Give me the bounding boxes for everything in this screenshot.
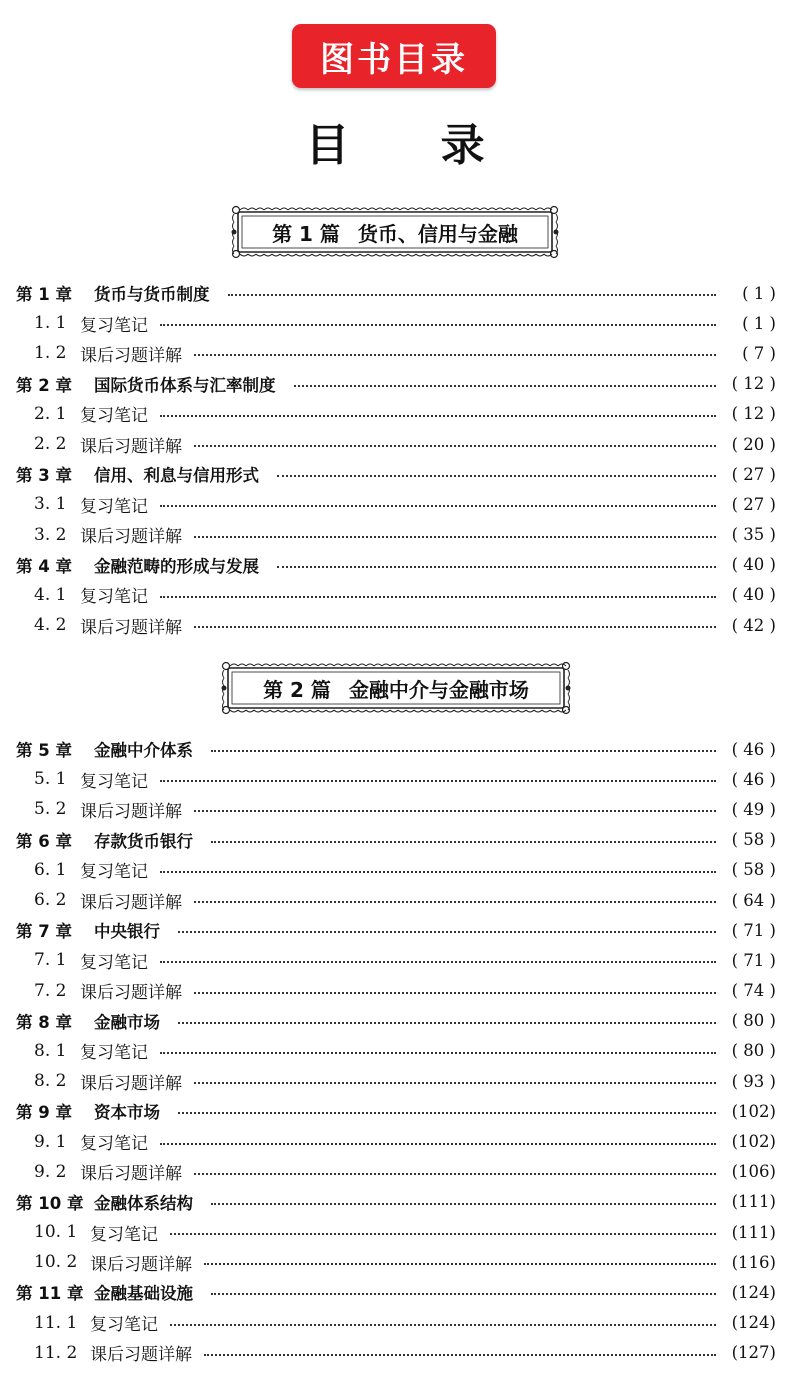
- toc-section-row[interactable]: [16, 976, 776, 1006]
- page-number: ( 20 ): [731, 434, 776, 454]
- toc-section-row[interactable]: [16, 1157, 776, 1187]
- entry-number: 1. 2: [34, 343, 67, 364]
- page-number: ( 49 ): [731, 799, 776, 819]
- page-number: (127): [731, 1343, 776, 1363]
- entry-number: 7. 2: [34, 980, 67, 1001]
- dot-leader: [277, 475, 716, 477]
- page-number: ( 80 ): [731, 1011, 776, 1031]
- page-number: ( 64 ): [731, 890, 776, 910]
- entry-title: 复习笔记: [80, 771, 148, 792]
- part-title: 货币、信用与金融: [357, 221, 518, 246]
- entry-number: 第 11 章: [16, 1284, 84, 1304]
- toc-section-row[interactable]: [16, 764, 776, 794]
- toc-section-row[interactable]: [16, 1126, 776, 1156]
- entry-title: 复习笔记: [80, 406, 148, 427]
- entry-title: 课后习题详解: [80, 892, 182, 913]
- entry-number: 5. 2: [34, 799, 67, 820]
- entry-title: 金融中介体系: [94, 741, 193, 761]
- entry-number: 4. 1: [34, 584, 67, 605]
- part-number: 第 1 篇: [272, 221, 340, 246]
- entry-number: 1. 1: [34, 313, 67, 334]
- page-number: ( 71 ): [731, 950, 776, 970]
- page-number: (102): [731, 1101, 776, 1121]
- toc-section-row[interactable]: [16, 855, 776, 885]
- toc-chapter-row[interactable]: [16, 915, 776, 945]
- entry-title: 复习笔记: [80, 315, 148, 336]
- part-heading: [230, 204, 560, 260]
- page-number: ( 35 ): [731, 525, 776, 545]
- dot-leader: [178, 1022, 716, 1024]
- toc-section-row[interactable]: [16, 1217, 776, 1247]
- dot-leader: [160, 780, 716, 782]
- entry-number: 第 8 章: [16, 1012, 72, 1032]
- toc-section-row[interactable]: [16, 308, 776, 338]
- entry-title: 课后习题详解: [80, 345, 182, 366]
- dot-leader: [160, 324, 716, 326]
- page-number: (111): [731, 1222, 776, 1242]
- page-number: ( 7 ): [742, 343, 776, 363]
- dot-leader: [160, 961, 716, 963]
- page-number: ( 74 ): [731, 981, 776, 1001]
- entry-title: 课后习题详解: [90, 1254, 192, 1275]
- entry-number: 3. 1: [34, 494, 67, 515]
- part-heading: [220, 660, 572, 716]
- entry-title: 复习笔记: [80, 862, 148, 883]
- toc-chapter-row[interactable]: [16, 369, 776, 399]
- dot-leader: [194, 536, 716, 538]
- toc-chapter-row[interactable]: [16, 278, 776, 308]
- toc-section-row[interactable]: [16, 1308, 776, 1338]
- page-number: ( 46 ): [731, 739, 776, 759]
- page-title: 目 录: [305, 120, 523, 171]
- toc-section-row[interactable]: [16, 794, 776, 824]
- dot-leader: [160, 415, 716, 417]
- page-number: ( 40 ): [731, 585, 776, 605]
- toc-section-row[interactable]: [16, 489, 776, 519]
- entry-title: 复习笔记: [80, 496, 148, 517]
- dot-leader: [277, 566, 716, 568]
- dot-leader: [160, 1052, 716, 1054]
- dot-leader: [211, 1203, 716, 1205]
- entry-title: 复习笔记: [90, 1315, 158, 1336]
- toc-chapter-row[interactable]: [16, 1096, 776, 1126]
- page-number: ( 40 ): [731, 555, 776, 575]
- page-number: ( 46 ): [731, 769, 776, 789]
- toc-section-row[interactable]: [16, 338, 776, 368]
- page-number: ( 12 ): [731, 404, 776, 424]
- toc-chapter-row[interactable]: [16, 825, 776, 855]
- entry-title: 课后习题详解: [80, 801, 182, 822]
- toc-section-row[interactable]: [16, 1036, 776, 1066]
- entry-number: 9. 2: [34, 1161, 67, 1182]
- entry-title: 课后习题详解: [80, 436, 182, 457]
- toc-chapter-row[interactable]: [16, 1006, 776, 1036]
- toc-section-row[interactable]: [16, 945, 776, 975]
- entry-title: 课后习题详解: [80, 1073, 182, 1094]
- entry-number: 第 3 章: [16, 466, 72, 486]
- page-number: ( 93 ): [731, 1071, 776, 1091]
- entry-number: 第 7 章: [16, 922, 72, 942]
- dot-leader: [211, 750, 716, 752]
- entry-title: 课后习题详解: [80, 983, 182, 1004]
- entry-number: 第 4 章: [16, 556, 72, 576]
- page-number: ( 12 ): [731, 374, 776, 394]
- entry-number: 11. 1: [34, 1312, 78, 1333]
- dot-leader: [160, 1143, 716, 1145]
- entry-number: 2. 1: [34, 403, 67, 424]
- entry-number: 8. 1: [34, 1040, 67, 1061]
- entry-number: 第 1 章: [16, 285, 72, 305]
- entry-number: 10. 2: [34, 1252, 78, 1273]
- toc-chapter-row[interactable]: [16, 550, 776, 580]
- toc-chapter-row[interactable]: [16, 459, 776, 489]
- page-number: ( 80 ): [731, 1041, 776, 1061]
- page-number: ( 42 ): [731, 615, 776, 635]
- dot-leader: [194, 1173, 716, 1175]
- entry-title: 课后习题详解: [80, 617, 182, 638]
- toc-list: [16, 278, 776, 640]
- dot-leader: [160, 596, 716, 598]
- entry-title: 存款货币银行: [94, 831, 193, 851]
- entry-title: 金融体系结构: [94, 1193, 193, 1213]
- dot-leader: [160, 505, 716, 507]
- entry-title: 资本市场: [94, 1103, 160, 1123]
- toc-section-row[interactable]: [16, 1247, 776, 1277]
- dot-leader: [294, 385, 717, 387]
- toc-section-row[interactable]: [16, 520, 776, 550]
- entry-number: 第 6 章: [16, 831, 72, 851]
- entry-number: 6. 1: [34, 859, 67, 880]
- page-number: ( 27 ): [731, 494, 776, 514]
- dot-leader: [211, 1293, 716, 1295]
- entry-number: 6. 2: [34, 890, 67, 911]
- page-number: ( 1 ): [742, 313, 776, 333]
- entry-title: 中央银行: [94, 922, 160, 942]
- entry-title: 金融范畴的形成与发展: [94, 556, 259, 576]
- dot-leader: [170, 1233, 716, 1235]
- part-number: 第 2 篇: [263, 677, 331, 702]
- entry-number: 10. 1: [34, 1222, 78, 1243]
- dot-leader: [194, 445, 716, 447]
- entry-number: 第 9 章: [16, 1103, 72, 1123]
- dot-leader: [204, 1263, 716, 1265]
- entry-number: 第 10 章: [16, 1193, 84, 1213]
- entry-number: 11. 2: [34, 1342, 78, 1363]
- catalog-banner: 图书目录: [292, 24, 496, 88]
- entry-title: 复习笔记: [80, 1134, 148, 1155]
- entry-number: 第 5 章: [16, 741, 72, 761]
- dot-leader: [194, 354, 716, 356]
- toc-section-row[interactable]: [16, 1338, 776, 1368]
- page-number: (111): [731, 1192, 776, 1212]
- dot-leader: [228, 294, 717, 296]
- toc-section-row[interactable]: [16, 610, 776, 640]
- page-number: (124): [731, 1282, 776, 1302]
- toc-list: [16, 734, 776, 1368]
- dot-leader: [194, 901, 716, 903]
- entry-title: 信用、利息与信用形式: [94, 466, 259, 486]
- page-number: (116): [731, 1252, 776, 1272]
- entry-number: 5. 1: [34, 769, 67, 790]
- dot-leader: [194, 626, 716, 628]
- dot-leader: [194, 1082, 716, 1084]
- toc-section-row[interactable]: [16, 580, 776, 610]
- dot-leader: [204, 1354, 716, 1356]
- entry-number: 3. 2: [34, 524, 67, 545]
- page-number: (124): [731, 1313, 776, 1333]
- entry-number: 9. 1: [34, 1131, 67, 1152]
- entry-title: 课后习题详解: [80, 1164, 182, 1185]
- entry-title: 复习笔记: [90, 1224, 158, 1245]
- entry-number: 4. 2: [34, 615, 67, 636]
- dot-leader: [178, 1112, 716, 1114]
- part-title: 金融中介与金融市场: [348, 677, 529, 702]
- entry-number: 8. 2: [34, 1071, 67, 1092]
- entry-number: 7. 1: [34, 950, 67, 971]
- entry-title: 国际货币体系与汇率制度: [94, 375, 276, 395]
- entry-number: 第 2 章: [16, 375, 72, 395]
- entry-title: 课后习题详解: [90, 1345, 192, 1366]
- entry-title: 课后习题详解: [80, 527, 182, 548]
- page-number: ( 71 ): [731, 920, 776, 940]
- page-number: (106): [731, 1162, 776, 1182]
- dot-leader: [178, 931, 716, 933]
- toc-section-row[interactable]: [16, 429, 776, 459]
- entry-title: 复习笔记: [80, 1043, 148, 1064]
- page-number: ( 58 ): [731, 830, 776, 850]
- entry-title: 货币与货币制度: [94, 285, 210, 305]
- dot-leader: [194, 992, 716, 994]
- toc-section-row[interactable]: [16, 399, 776, 429]
- entry-title: 复习笔记: [80, 952, 148, 973]
- page-number: (102): [731, 1132, 776, 1152]
- dot-leader: [170, 1324, 716, 1326]
- toc-chapter-row[interactable]: [16, 734, 776, 764]
- toc-section-row[interactable]: [16, 1066, 776, 1096]
- dot-leader: [160, 871, 716, 873]
- dot-leader: [194, 810, 716, 812]
- dot-leader: [211, 841, 716, 843]
- page-number: ( 27 ): [731, 464, 776, 484]
- entry-title: 复习笔记: [80, 587, 148, 608]
- toc-section-row[interactable]: [16, 885, 776, 915]
- entry-title: 金融基础设施: [94, 1284, 193, 1304]
- entry-title: 金融市场: [94, 1012, 160, 1032]
- toc-chapter-row[interactable]: [16, 1187, 776, 1217]
- toc-chapter-row[interactable]: [16, 1277, 776, 1307]
- entry-number: 2. 2: [34, 434, 67, 455]
- page-number: ( 1 ): [742, 283, 776, 303]
- page-number: ( 58 ): [731, 860, 776, 880]
